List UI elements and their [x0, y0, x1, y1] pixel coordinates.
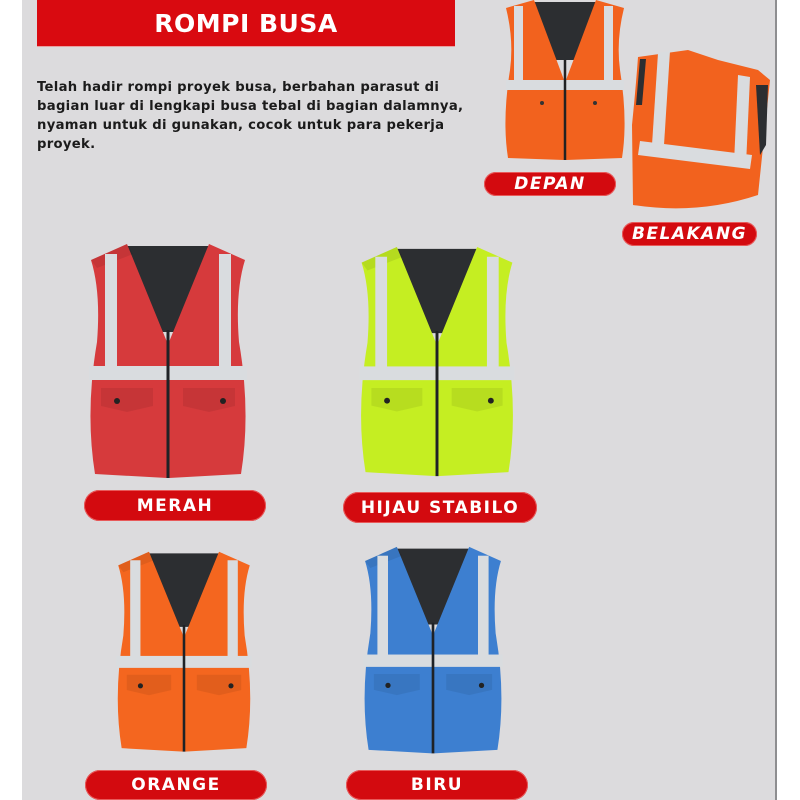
product-description: Telah hadir rompi proyek busa, berbahan parasut di bagian luar di lengkapi busa tebal di bagian dalamnya, nyaman untuk di gunakan, cocok untuk para pekerja proyek.: [37, 80, 464, 152]
vest-icon: [106, 550, 262, 755]
page-title: ROMPI BUSA: [154, 8, 338, 38]
vest-image-hijau-stabilo: [352, 245, 522, 480]
vest-back-icon: [628, 45, 773, 215]
label-back-view: BELAKANG: [622, 222, 757, 246]
label-orange: ORANGE: [85, 770, 267, 800]
label-hijau-stabilo: HIJAU STABILO: [343, 492, 537, 523]
label-biru: BIRU: [346, 770, 528, 800]
vest-icon: [358, 540, 508, 762]
vest-image-biru: [358, 540, 508, 762]
title-banner: [37, 0, 455, 46]
vest-image-back: [628, 45, 773, 215]
vest-image-merah: [82, 242, 254, 482]
vest-image-front: [500, 0, 630, 163]
label-front-view: DEPAN: [484, 172, 616, 196]
vest-image-orange: [106, 550, 262, 755]
vest-icon: [352, 245, 522, 480]
vest-icon: [82, 242, 254, 482]
label-merah: MERAH: [84, 490, 266, 521]
vest-front-icon: [500, 0, 630, 163]
